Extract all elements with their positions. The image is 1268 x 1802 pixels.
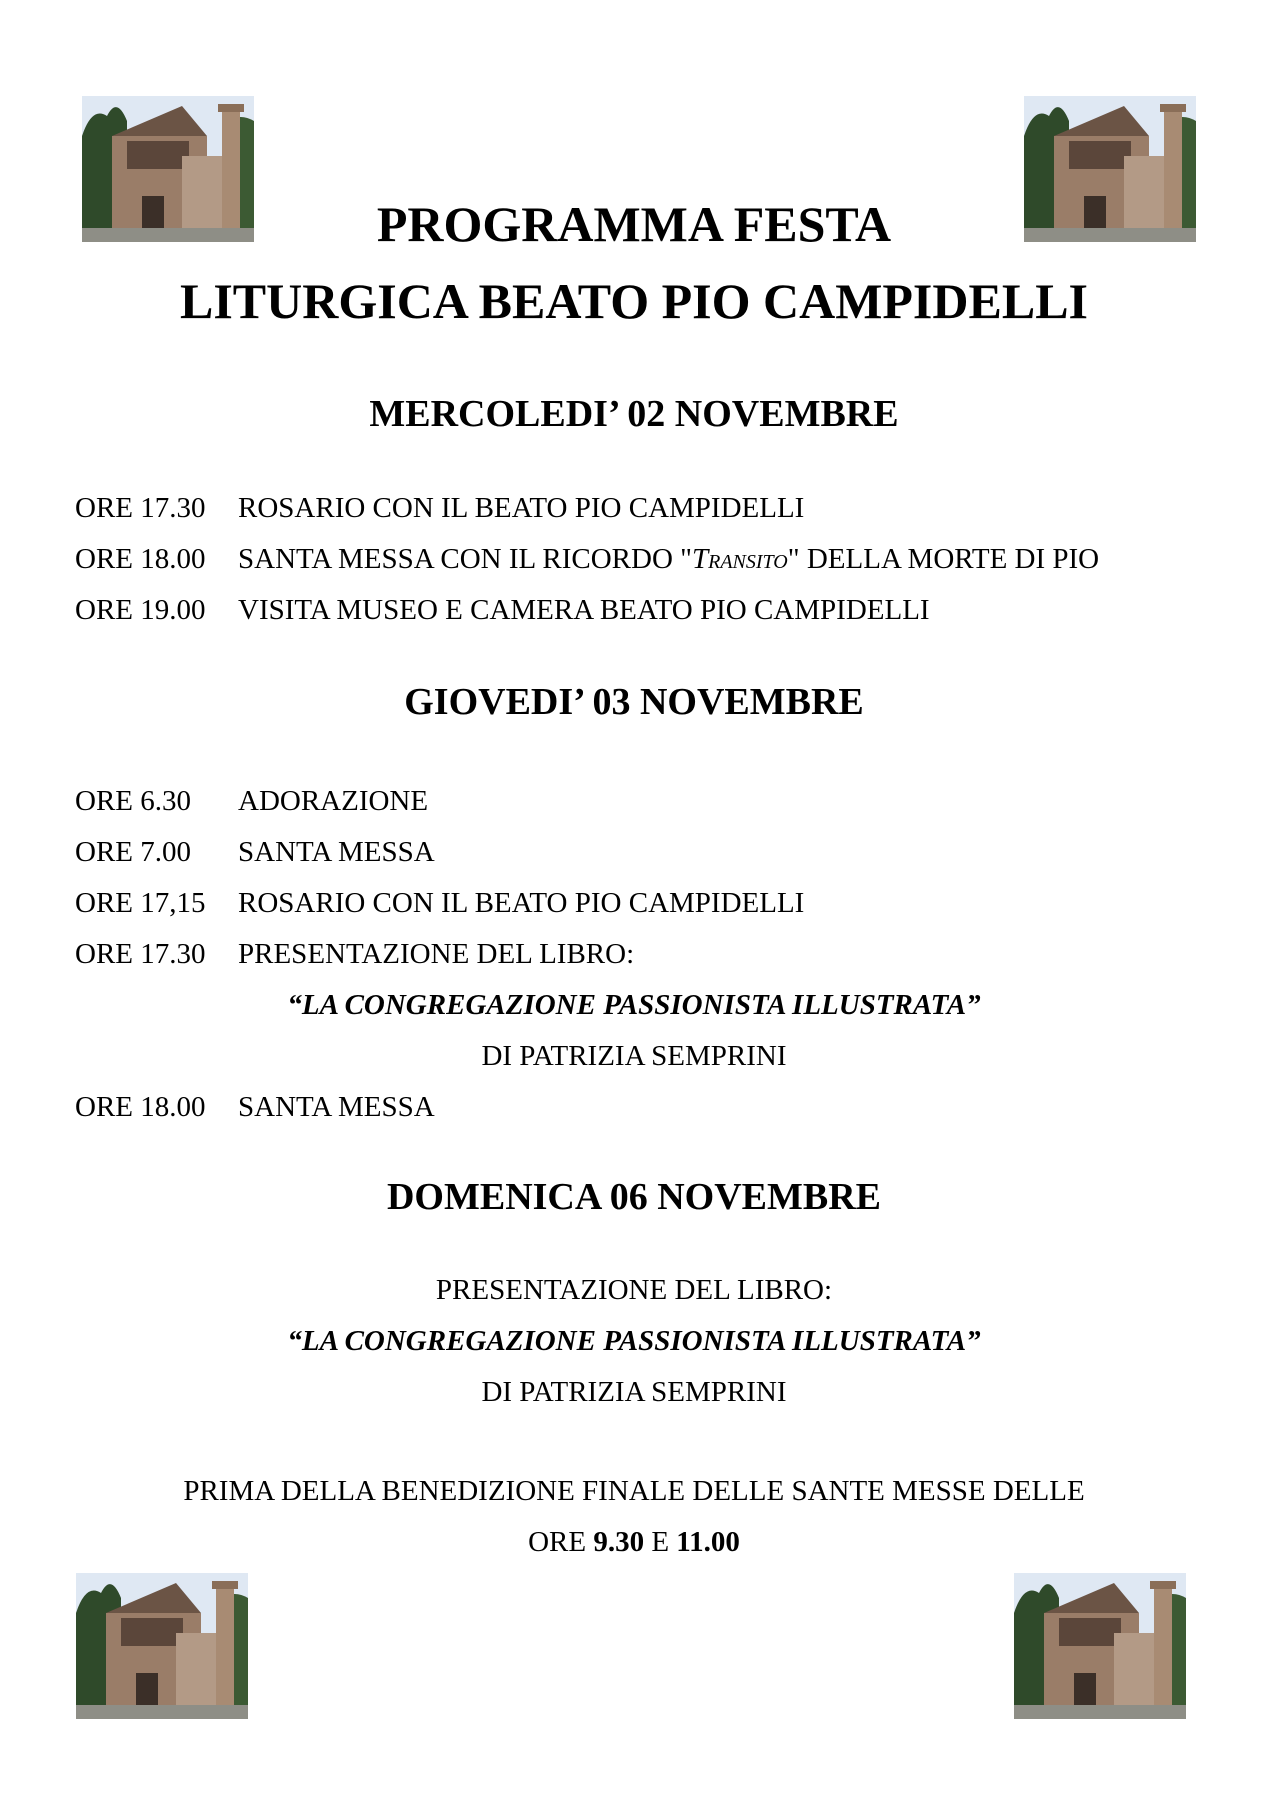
event-text: ROSARIO CON IL BEATO PIO CAMPIDELLI [238,492,805,524]
book-author: DI PATRIZIA SEMPRINI [481,1040,787,1072]
mass-time-1: 9.30 [593,1526,645,1558]
day-heading-thursday: GIOVEDI’ 03 NOVEMBRE [404,681,864,723]
document-title-line-2: LITURGICA BEATO PIO CAMPIDELLI [179,273,1089,329]
ore-label: ORE [528,1526,587,1558]
event-time: ORE 17.30 [75,938,206,970]
event-row [75,887,804,920]
event-row [75,543,1099,576]
event-text-emphasis: Transito [691,543,788,575]
event-time: ORE 17.30 [75,492,206,524]
event-text: PRESENTAZIONE DEL LIBRO: [238,938,635,970]
church-photo-graphic [1014,1573,1186,1719]
event-row [75,785,428,818]
church-photo-bottom-left [76,1573,248,1719]
blessing-note: PRIMA DELLA BENEDIZIONE FINALE DELLE SANTE MESSE DELLE [183,1475,1085,1507]
presentation-label: PRESENTAZIONE DEL LIBRO: [435,1274,833,1306]
event-text: SANTA MESSA [238,1091,435,1123]
blessing-times [0,1526,1268,1559]
book-title: “LA CONGREGAZIONE PASSIONISTA ILLUSTRATA” [287,1325,981,1357]
day-heading-sunday: DOMENICA 06 NOVEMBRE [386,1176,882,1218]
event-row [75,836,435,869]
church-photo-bottom-right [1014,1573,1186,1719]
book-title: “LA CONGREGAZIONE PASSIONISTA ILLUSTRATA” [287,989,981,1021]
event-text: VISITA MUSEO E CAMERA BEATO PIO CAMPIDELLI [238,594,930,626]
event-text-after: " DELLA MORTE DI PIO [787,543,1100,575]
document-title-line-1: PROGRAMMA FESTA [376,196,892,252]
event-row [75,594,930,627]
event-row [75,1091,435,1124]
event-row [75,492,804,525]
event-row [75,938,634,971]
mass-time-2: 11.00 [676,1526,740,1558]
event-time: ORE 17,15 [75,887,206,919]
event-time: ORE 18.00 [75,543,206,575]
event-time: ORE 18.00 [75,1091,206,1123]
book-author: DI PATRIZIA SEMPRINI [481,1376,787,1408]
event-time: ORE 6.30 [75,785,191,817]
event-time: ORE 7.00 [75,836,191,868]
event-text-before: SANTA MESSA CON IL RICORDO " [238,543,692,575]
event-text: ROSARIO CON IL BEATO PIO CAMPIDELLI [238,887,805,919]
church-photo-graphic [76,1573,248,1719]
event-text: ADORAZIONE [238,785,429,817]
event-text: SANTA MESSA [238,836,435,868]
and-label: E [651,1526,670,1558]
event-time: ORE 19.00 [75,594,206,626]
day-heading-wednesday: MERCOLEDI’ 02 NOVEMBRE [369,393,899,435]
event-text [238,543,1099,576]
